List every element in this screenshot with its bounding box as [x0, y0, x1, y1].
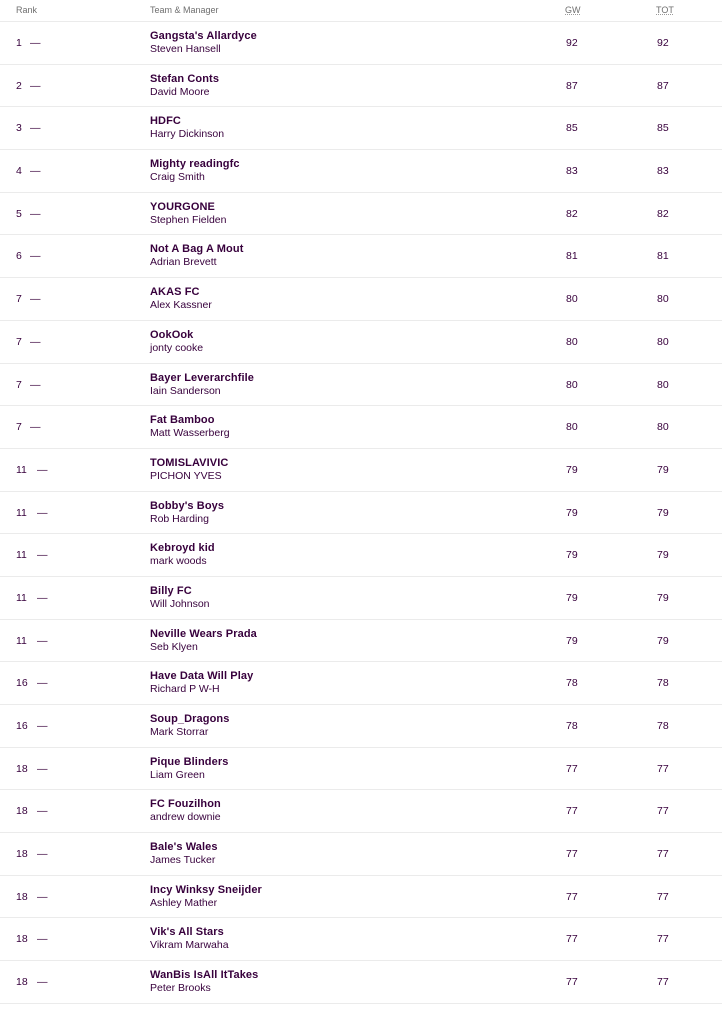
team-name-link[interactable]: OokOok [150, 328, 194, 341]
total-points: 79 [657, 549, 669, 562]
team-name-link[interactable]: Incy Winksy Sneijder [150, 883, 262, 896]
manager-name: Richard P W-H [150, 683, 220, 696]
rank-movement-icon: — [37, 634, 48, 647]
gw-points: 77 [566, 762, 578, 775]
team-name-link[interactable]: Gangsta's Allardyce [150, 30, 257, 42]
total-points: 77 [657, 976, 669, 989]
manager-name: Ashley Mather [150, 896, 218, 909]
gw-points: 77 [566, 976, 578, 989]
manager-name: Harry Dickinson [150, 128, 225, 141]
gw-points: 80 [566, 293, 578, 306]
rank-movement-icon: — [30, 378, 41, 391]
rank-movement-icon: — [37, 549, 48, 562]
team-name-link[interactable]: Stefan Conts [150, 72, 220, 85]
total-points: 80 [657, 378, 669, 391]
manager-name: Mark Storrar [150, 726, 209, 738]
team-name-link[interactable]: Mighty readingfc [150, 158, 240, 171]
total-points: 78 [657, 677, 669, 690]
rank-movement-icon: — [37, 762, 48, 775]
team-name-link[interactable]: Pique Blinders [150, 755, 229, 768]
rank-value: 18 [16, 933, 28, 946]
rank-movement-icon: — [37, 677, 48, 690]
gw-points: 85 [566, 122, 578, 135]
rank-value: 18 [16, 762, 28, 775]
gw-points: 78 [566, 720, 578, 732]
team-name-link[interactable]: HDFC [150, 115, 181, 128]
total-points: 83 [657, 165, 669, 178]
rank-movement-icon: — [37, 976, 48, 989]
team-name-link[interactable]: Bayer Leverarchfile [150, 371, 255, 384]
table-header [0, 0, 722, 22]
gw-points: 79 [566, 506, 578, 519]
rank-value: 6 [16, 250, 22, 263]
table-row[interactable] [0, 449, 722, 492]
team-name-link[interactable]: TOMISLAVIVIC [150, 456, 229, 469]
rank-value: 11 [16, 506, 27, 519]
manager-name: James Tucker [150, 854, 216, 867]
team-name-link[interactable]: YOURGONE [150, 200, 215, 213]
total-points: 77 [657, 848, 669, 861]
table-row[interactable] [0, 833, 722, 876]
total-points: 77 [657, 933, 669, 946]
gw-points: 79 [566, 549, 578, 562]
rank-movement-icon: — [30, 421, 41, 434]
rank-value: 3 [16, 122, 22, 135]
rank-value: 11 [16, 549, 27, 562]
rank-movement-icon: — [37, 933, 48, 946]
total-points: 79 [657, 463, 669, 476]
table-row[interactable] [0, 321, 722, 364]
gw-points: 81 [566, 250, 578, 263]
total-points: 79 [657, 634, 669, 647]
team-name-link[interactable]: Fat Bamboo [150, 414, 215, 427]
rank-movement-icon: — [30, 165, 41, 178]
rank-movement-icon: — [37, 720, 48, 732]
rank-value: 1 [16, 37, 22, 49]
rank-value: 7 [16, 293, 22, 306]
total-points: 85 [657, 122, 669, 135]
team-manager-column-header: Team & Manager [150, 5, 219, 15]
total-points: 79 [657, 591, 669, 604]
total-points: 77 [657, 762, 669, 775]
table-row[interactable] [0, 876, 722, 919]
rank-value: 7 [16, 378, 22, 391]
gw-points: 80 [566, 335, 578, 348]
team-name-link[interactable]: Not A Bag A Mout [150, 243, 244, 256]
gw-points: 79 [566, 634, 578, 647]
gw-points: 79 [566, 591, 578, 604]
manager-name: Matt Wasserberg [150, 427, 230, 440]
gw-points: 80 [566, 378, 578, 391]
rank-value: 5 [16, 207, 22, 220]
rank-value: 18 [16, 848, 28, 861]
table-row[interactable] [0, 534, 722, 577]
rank-value: 16 [16, 720, 28, 732]
total-points: 77 [657, 805, 669, 818]
manager-name: Adrian Brevett [150, 256, 217, 269]
total-points: 81 [657, 250, 669, 263]
total-points: 82 [657, 207, 669, 220]
rank-movement-icon: — [30, 79, 41, 92]
total-points: 80 [657, 421, 669, 434]
rank-column-header: Rank [16, 5, 38, 15]
table-row[interactable] [0, 364, 722, 407]
manager-name: Iain Sanderson [150, 384, 221, 397]
gw-points: 77 [566, 805, 578, 818]
table-row[interactable] [0, 107, 722, 150]
total-points: 87 [657, 79, 669, 92]
gw-points: 92 [566, 37, 578, 49]
rank-value: 11 [16, 463, 27, 476]
manager-name: andrew downie [150, 811, 221, 824]
tot-column-header[interactable]: TOT [656, 5, 674, 15]
rank-value: 7 [16, 335, 22, 348]
table-row[interactable] [0, 22, 722, 65]
table-row[interactable] [0, 705, 722, 748]
table-row[interactable] [0, 918, 722, 961]
table-row[interactable] [0, 278, 722, 321]
rank-movement-icon: — [37, 591, 48, 604]
team-name-link[interactable]: AKAS FC [150, 286, 200, 299]
total-points: 79 [657, 506, 669, 519]
manager-name: Will Johnson [150, 597, 210, 610]
table-row[interactable] [0, 620, 722, 663]
manager-name: Liam Green [150, 768, 205, 781]
team-name-link[interactable]: WanBis IsAll ItTakes [150, 969, 259, 982]
rank-movement-icon: — [30, 37, 41, 49]
table-row[interactable] [0, 193, 722, 236]
rank-movement-icon: — [30, 207, 41, 220]
rank-movement-icon: — [37, 463, 48, 476]
table-row[interactable] [0, 150, 722, 193]
rank-movement-icon: — [37, 890, 48, 903]
manager-name: jonty cooke [150, 341, 204, 354]
gw-points: 83 [566, 165, 578, 178]
total-points: 92 [657, 37, 669, 49]
table-row[interactable] [0, 790, 722, 833]
gw-points: 82 [566, 207, 578, 220]
team-name-link[interactable]: Kebroyd kid [150, 542, 215, 555]
table-row[interactable] [0, 748, 722, 791]
team-name-link[interactable]: FC Fouzilhon [150, 798, 221, 811]
rank-value: 7 [16, 421, 22, 434]
table-row[interactable] [0, 577, 722, 620]
gw-points: 77 [566, 933, 578, 946]
manager-name: Steven Hansell [150, 43, 221, 55]
rank-value: 18 [16, 890, 28, 903]
rank-movement-icon: — [30, 122, 41, 135]
manager-name: Craig Smith [150, 171, 205, 184]
gw-points: 77 [566, 848, 578, 861]
rank-value: 4 [16, 165, 22, 178]
rank-value: 18 [16, 805, 28, 818]
gw-points: 87 [566, 79, 578, 92]
gw-points: 77 [566, 890, 578, 903]
manager-name: Seb Klyen [150, 640, 198, 653]
manager-name: Stephen Fielden [150, 213, 227, 226]
table-row[interactable] [0, 235, 722, 278]
team-name-link[interactable]: Bobby's Boys [150, 499, 225, 512]
rank-movement-icon: — [37, 848, 48, 861]
team-name-link[interactable]: Bale's Wales [150, 841, 218, 854]
rank-value: 16 [16, 677, 28, 690]
rank-value: 2 [16, 79, 22, 92]
rank-movement-icon: — [30, 293, 41, 306]
total-points: 80 [657, 293, 669, 306]
table-body [0, 22, 722, 1004]
team-name-link[interactable]: Soup_Dragons [150, 713, 230, 725]
manager-name: Alex Kassner [150, 299, 212, 312]
table-row[interactable] [0, 406, 722, 449]
rank-movement-icon: — [37, 805, 48, 818]
rank-movement-icon: — [30, 250, 41, 263]
rank-value: 11 [16, 634, 27, 647]
gw-points: 79 [566, 463, 578, 476]
manager-name: Rob Harding [150, 512, 209, 525]
manager-name: Vikram Marwaha [150, 939, 229, 952]
table-row[interactable] [0, 961, 722, 1004]
team-name-link[interactable]: Billy FC [150, 584, 192, 597]
team-name-link[interactable]: Neville Wears Prada [150, 627, 257, 640]
rank-value: 18 [16, 976, 28, 989]
total-points: 77 [657, 890, 669, 903]
gw-points: 78 [566, 677, 578, 690]
total-points: 80 [657, 335, 669, 348]
manager-name: Peter Brooks [150, 982, 211, 995]
gw-column-header[interactable]: GW [565, 5, 581, 15]
team-name-link[interactable]: Vik's All Stars [150, 926, 224, 939]
table-row[interactable] [0, 662, 722, 705]
rank-movement-icon: — [30, 335, 41, 348]
rank-value: 11 [16, 591, 27, 604]
team-name-link[interactable]: Have Data Will Play [150, 670, 254, 683]
rank-movement-icon: — [37, 506, 48, 519]
manager-name: PICHON YVES [150, 469, 222, 482]
table-row[interactable] [0, 492, 722, 535]
gw-points: 80 [566, 421, 578, 434]
manager-name: David Moore [150, 85, 210, 98]
manager-name: mark woods [150, 555, 207, 568]
table-row[interactable] [0, 65, 722, 108]
total-points: 78 [657, 720, 669, 732]
